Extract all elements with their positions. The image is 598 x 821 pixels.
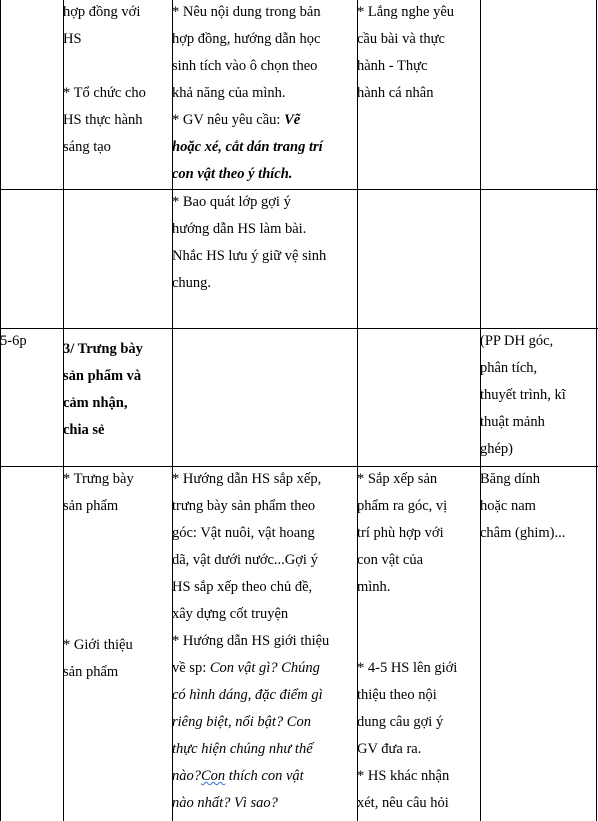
text-line: * Tổ chức cho	[63, 85, 146, 101]
row1-activity-cell	[63, 0, 172, 189]
text-line: * Bao quát lớp gợi ý	[172, 194, 291, 210]
text-line: Băng dính	[480, 471, 541, 487]
row3-activity-cell	[63, 328, 172, 466]
text-line: mình.	[357, 579, 391, 595]
text-run-italic: thích con vật	[225, 768, 304, 784]
text-line: GV đưa ra.	[357, 741, 422, 757]
text-line: HS	[63, 31, 82, 47]
text-run-italic: Con vật gì? Chúng	[209, 660, 320, 676]
text-line: HS sắp xếp theo chủ đề,	[172, 579, 313, 595]
text-line: riêng biệt, nổi bật? Con	[172, 714, 311, 730]
row4-activity-cell	[63, 466, 172, 821]
text-line: thiệu theo nội	[357, 687, 437, 703]
text-line: chung.	[172, 275, 212, 291]
row3-time-cell	[0, 328, 63, 466]
text-line: HS thực hành	[63, 112, 143, 128]
text-line: hoặc xé, cắt dán trang trí	[172, 139, 323, 155]
text-line: thuật mảnh	[480, 414, 545, 430]
text-line: * Lắng nghe yêu	[357, 4, 455, 20]
text-line: xét, nêu câu hỏi	[357, 795, 449, 811]
text-line: xây dựng cốt truyện	[172, 606, 289, 622]
text-line: * HS khác nhận	[357, 768, 450, 784]
row4-teacher-cell	[172, 466, 357, 821]
row2-teacher-cell	[172, 189, 357, 328]
row4-materials-cell	[480, 466, 596, 821]
text-line: cầu bài và thực	[357, 31, 445, 47]
section-heading-line: cảm nhận,	[63, 395, 128, 411]
text-line: thuyết trình, kĩ	[480, 387, 566, 403]
text-line: * Trưng bày	[63, 471, 134, 487]
text-line: trưng bày sản phẩm theo	[172, 498, 316, 514]
section-heading-line: 3/ Trưng bày	[63, 341, 143, 357]
text-line: phẩm ra góc, vị	[357, 498, 448, 514]
text-run-italic: nào?	[172, 768, 201, 784]
text-line: * 4-5 HS lên giới	[357, 660, 458, 676]
text-line: con vật theo ý thích.	[172, 166, 293, 182]
text-line	[172, 767, 304, 785]
text-line: con vật của	[357, 552, 424, 568]
text-line: ghép)	[480, 441, 514, 457]
text-line: hợp đồng với	[63, 4, 141, 20]
text-line: hành cá nhân	[357, 85, 434, 101]
row1-teacher-cell	[172, 0, 357, 189]
text-line: hợp đồng, hướng dẫn học	[172, 31, 321, 47]
text-line: nào nhất? Vì sao?	[172, 795, 278, 811]
time-label: 5-6p	[0, 333, 27, 349]
text-line: sản phẩm	[63, 664, 119, 680]
text-run-bold-italic: Vẽ	[284, 112, 301, 128]
section-heading-line: sản phẩm và	[63, 368, 142, 384]
text-line: * Nêu nội dung trong bản	[172, 4, 321, 20]
text-line	[172, 111, 300, 129]
text-line: trí phù hợp với	[357, 525, 444, 541]
text-line: (PP DH góc,	[480, 333, 554, 349]
text-line: có hình dáng, đặc điểm gì	[172, 687, 323, 703]
text-line: sáng tạo	[63, 139, 111, 155]
spellcheck-underlined-word: Con	[201, 768, 226, 784]
text-line: sản phẩm	[63, 498, 119, 514]
table-border-right	[596, 0, 597, 821]
text-line: phân tích,	[480, 360, 538, 376]
text-line: dung câu gợi ý	[357, 714, 444, 730]
section-heading-line: chia sẻ	[63, 422, 105, 438]
text-line	[172, 659, 320, 677]
row4-student-cell	[357, 466, 480, 821]
text-line: châm (ghim)...	[480, 525, 566, 541]
row3-method-cell	[480, 328, 596, 466]
text-line: khả năng của mình.	[172, 85, 286, 101]
text-run: * GV nêu yêu cầu:	[172, 112, 285, 128]
text-line: hướng dẫn HS làm bài.	[172, 221, 307, 237]
text-line: * Hướng dẫn HS giới thiệu	[172, 633, 330, 649]
text-line: thực hiện chúng như thế	[172, 741, 313, 757]
text-line: * Sắp xếp sản	[357, 471, 438, 487]
text-line: hoặc nam	[480, 498, 536, 514]
text-line: * Giới thiệu	[63, 637, 133, 653]
text-line: hành - Thực	[357, 58, 428, 74]
text-line: sinh tích vào ô chọn theo	[172, 58, 318, 74]
row1-student-cell	[357, 0, 480, 189]
text-run: về sp:	[172, 660, 210, 676]
text-line: Nhắc HS lưu ý giữ vệ sinh	[172, 248, 327, 264]
text-line: góc: Vật nuôi, vật hoang	[172, 525, 315, 541]
text-line: * Hướng dẫn HS sắp xếp,	[172, 471, 322, 487]
text-line: dã, vật dưới nước...Gợi ý	[172, 552, 318, 568]
